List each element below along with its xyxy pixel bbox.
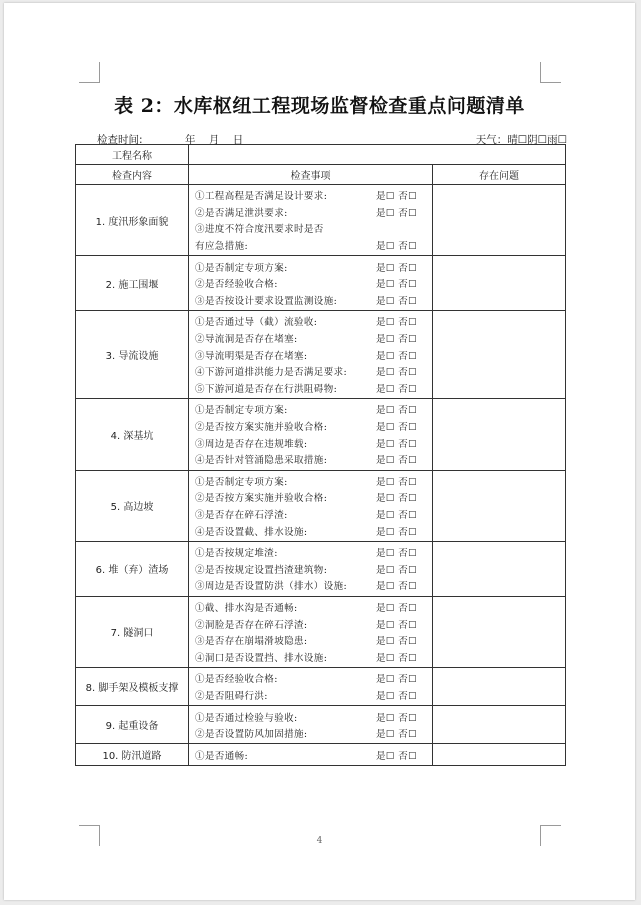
check-item (195, 363, 432, 380)
check-item-text: ③周边是否存在违规堆载: (195, 438, 308, 450)
document-title: 表 2：水库枢纽工程现场监督检查重点问题清单 (114, 95, 525, 117)
table-row (76, 470, 566, 541)
issues-cell[interactable] (433, 596, 566, 667)
header-check-content: 检查内容 (76, 165, 189, 185)
check-item-text: ①工程高程是否满足设计要求: (195, 191, 328, 203)
yes-no-checkboxes[interactable]: 是☐ 否☐ (376, 383, 418, 395)
yes-no-checkboxes[interactable]: 是☐ 否☐ (376, 712, 418, 724)
check-category: 8. 脚手架及模板支撑 (76, 668, 189, 706)
check-items (189, 470, 433, 541)
check-items (189, 596, 433, 667)
check-item (195, 648, 432, 665)
yes-no-checkboxes[interactable]: 是☐ 否☐ (376, 317, 418, 329)
check-item (195, 204, 432, 221)
table-row (76, 668, 566, 706)
yes-no-checkboxes[interactable]: 是☐ 否☐ (376, 564, 418, 576)
table-row (76, 744, 566, 766)
check-item (195, 220, 432, 237)
check-item-text: ②是否满足泄洪要求: (195, 207, 288, 219)
header-row (76, 165, 566, 185)
check-item (195, 725, 432, 742)
yes-no-checkboxes[interactable]: 是☐ 否☐ (376, 526, 418, 538)
check-item-text: ③是否存在碎石浮渣: (195, 509, 288, 521)
check-item (195, 577, 432, 594)
check-item (195, 489, 432, 506)
yes-no-checkboxes[interactable]: 是☐ 否☐ (376, 241, 418, 253)
checklist-table (75, 144, 566, 766)
check-date-fields: 年 月 日 (185, 134, 244, 146)
check-item-text: ①是否制定专项方案: (195, 476, 288, 488)
crop-mark-top-right (540, 62, 561, 83)
check-items (189, 399, 433, 470)
project-name-value (189, 145, 566, 165)
check-item-text: ②是否按方案实施并验收合格: (195, 493, 328, 505)
yes-no-checkboxes[interactable]: 是☐ 否☐ (376, 438, 418, 450)
check-item-text: 有应急措施: (195, 241, 249, 253)
check-item (195, 615, 432, 632)
check-item-text: ②是否设置防风加固措施: (195, 729, 308, 741)
check-item-text: ③导流明渠是否存在堵塞: (195, 350, 308, 362)
check-category: 10. 防汛道路 (76, 744, 189, 766)
check-items (189, 311, 433, 399)
check-category: 7. 隧洞口 (76, 596, 189, 667)
check-item (195, 330, 432, 347)
check-item-text: ④洞口是否设置挡、排水设施: (195, 652, 328, 664)
yes-no-checkboxes[interactable]: 是☐ 否☐ (376, 405, 418, 417)
check-item-text: ②是否按规定设置挡渣建筑物: (195, 564, 328, 576)
yes-no-checkboxes[interactable]: 是☐ 否☐ (376, 207, 418, 219)
yes-no-checkboxes[interactable]: 是☐ 否☐ (376, 690, 418, 702)
issues-cell[interactable] (433, 311, 566, 399)
check-item-text: ①是否经验收合格: (195, 674, 278, 686)
check-item-text: ③周边是否设置防洪（排水）设施: (195, 581, 348, 593)
check-item-text: ①截、排水沟是否通畅: (195, 602, 298, 614)
header-check-items: 检查事项 (189, 165, 433, 185)
check-items (189, 706, 433, 744)
check-item-text: ②导流洞是否存在堵塞: (195, 334, 298, 346)
yes-no-checkboxes[interactable]: 是☐ 否☐ (376, 279, 418, 291)
table-row (76, 541, 566, 596)
check-items (189, 256, 433, 311)
issues-cell[interactable] (433, 541, 566, 596)
check-item (195, 187, 432, 204)
yes-no-checkboxes[interactable]: 是☐ 否☐ (376, 367, 418, 379)
check-item (195, 599, 432, 616)
check-item-text: ①是否制定专项方案: (195, 262, 288, 274)
yes-no-checkboxes[interactable]: 是☐ 否☐ (376, 295, 418, 307)
project-name-row (76, 145, 566, 165)
check-category: 3. 导流设施 (76, 311, 189, 399)
check-item-text: ④是否设置截、排水设施: (195, 526, 308, 538)
yes-no-checkboxes[interactable]: 是☐ 否☐ (376, 619, 418, 631)
yes-no-checkboxes[interactable]: 是☐ 否☐ (376, 262, 418, 274)
check-item (195, 346, 432, 363)
check-item (195, 401, 432, 418)
table-row (76, 399, 566, 470)
crop-mark-top-left (79, 62, 100, 83)
issues-cell[interactable] (433, 256, 566, 311)
check-item (195, 473, 432, 490)
yes-no-checkboxes[interactable]: 是☐ 否☐ (376, 350, 418, 362)
issues-cell[interactable] (433, 185, 566, 256)
check-category: 2. 施工围堰 (76, 256, 189, 311)
issues-cell[interactable] (433, 399, 566, 470)
yes-no-checkboxes[interactable]: 是☐ 否☐ (376, 493, 418, 505)
check-item-text: ①是否制定专项方案: (195, 405, 288, 417)
yes-no-checkboxes[interactable]: 是☐ 否☐ (376, 509, 418, 521)
check-items (189, 744, 433, 766)
check-item-text: ③是否按设计要求设置监测设施: (195, 295, 338, 307)
check-item (195, 292, 432, 309)
check-item (195, 687, 432, 704)
check-items (189, 185, 433, 256)
table-row (76, 185, 566, 256)
check-item-text: ④是否针对管涌隐患采取措施: (195, 455, 328, 467)
check-category: 9. 起重设备 (76, 706, 189, 744)
table-row (76, 256, 566, 311)
table-row (76, 311, 566, 399)
check-item-text: ②是否经验收合格: (195, 279, 278, 291)
yes-no-checkboxes[interactable]: 是☐ 否☐ (376, 476, 418, 488)
yes-no-checkboxes[interactable]: 是☐ 否☐ (376, 191, 418, 203)
project-name-label: 工程名称 (76, 145, 189, 165)
issues-cell[interactable] (433, 706, 566, 744)
page-number: 4 (316, 836, 323, 846)
check-item (195, 313, 432, 330)
check-item (195, 434, 432, 451)
check-item (195, 670, 432, 687)
check-items (189, 541, 433, 596)
check-time-label: 检查时间: (97, 134, 143, 146)
check-item (195, 544, 432, 561)
header-issues: 存在问题 (433, 165, 566, 185)
check-item (195, 380, 432, 397)
check-item (195, 451, 432, 468)
check-item (195, 560, 432, 577)
check-item-text: ①是否通过检验与验收: (195, 712, 298, 724)
check-item (195, 708, 432, 725)
issues-cell[interactable] (433, 744, 566, 766)
issues-cell[interactable] (433, 668, 566, 706)
yes-no-checkboxes[interactable]: 是☐ 否☐ (376, 548, 418, 560)
yes-no-checkboxes[interactable]: 是☐ 否☐ (376, 674, 418, 686)
check-item-text: ①是否通畅: (195, 750, 249, 762)
check-item-text: ①是否通过导（截）流验收: (195, 317, 318, 329)
check-item-text: ②是否阻碍行洪: (195, 690, 268, 702)
check-item-text: ③进度不符合度汛要求时是否 (195, 224, 324, 236)
yes-no-checkboxes[interactable]: 是☐ 否☐ (376, 602, 418, 614)
check-item (195, 522, 432, 539)
table-row (76, 706, 566, 744)
yes-no-checkboxes[interactable]: 是☐ 否☐ (376, 422, 418, 434)
yes-no-checkboxes[interactable]: 是☐ 否☐ (376, 652, 418, 664)
check-item (195, 746, 432, 763)
check-category: 4. 深基坑 (76, 399, 189, 470)
check-category: 1. 度汛形象面貌 (76, 185, 189, 256)
yes-no-checkboxes[interactable]: 是☐ 否☐ (376, 334, 418, 346)
check-item-text: ①是否按规定堆渣: (195, 548, 278, 560)
weather-options: 天气：晴☐阴☐雨☐ (475, 134, 567, 146)
check-item (195, 506, 432, 523)
table-row (76, 596, 566, 667)
check-item (195, 418, 432, 435)
yes-no-checkboxes[interactable]: 是☐ 否☐ (376, 750, 418, 762)
check-item-text: ②是否按方案实施并验收合格: (195, 422, 328, 434)
check-item (195, 275, 432, 292)
check-item-text: ⑤下游河道是否存在行洪阻碍物: (195, 383, 338, 395)
check-items (189, 668, 433, 706)
check-category: 5. 高边坡 (76, 470, 189, 541)
yes-no-checkboxes[interactable]: 是☐ 否☐ (376, 455, 418, 467)
check-item-text: ④下游河道排洪能力是否满足要求: (195, 367, 348, 379)
check-item-text: ②洞脸是否存在碎石浮渣: (195, 619, 308, 631)
yes-no-checkboxes[interactable]: 是☐ 否☐ (376, 636, 418, 648)
yes-no-checkboxes[interactable]: 是☐ 否☐ (376, 581, 418, 593)
issues-cell[interactable] (433, 470, 566, 541)
check-item (195, 237, 432, 254)
yes-no-checkboxes[interactable]: 是☐ 否☐ (376, 729, 418, 741)
document-page (4, 3, 635, 900)
check-item-text: ③是否存在崩塌滑坡隐患: (195, 636, 308, 648)
check-category: 6. 堆（弃）渣场 (76, 541, 189, 596)
check-item (195, 258, 432, 275)
check-item (195, 632, 432, 649)
